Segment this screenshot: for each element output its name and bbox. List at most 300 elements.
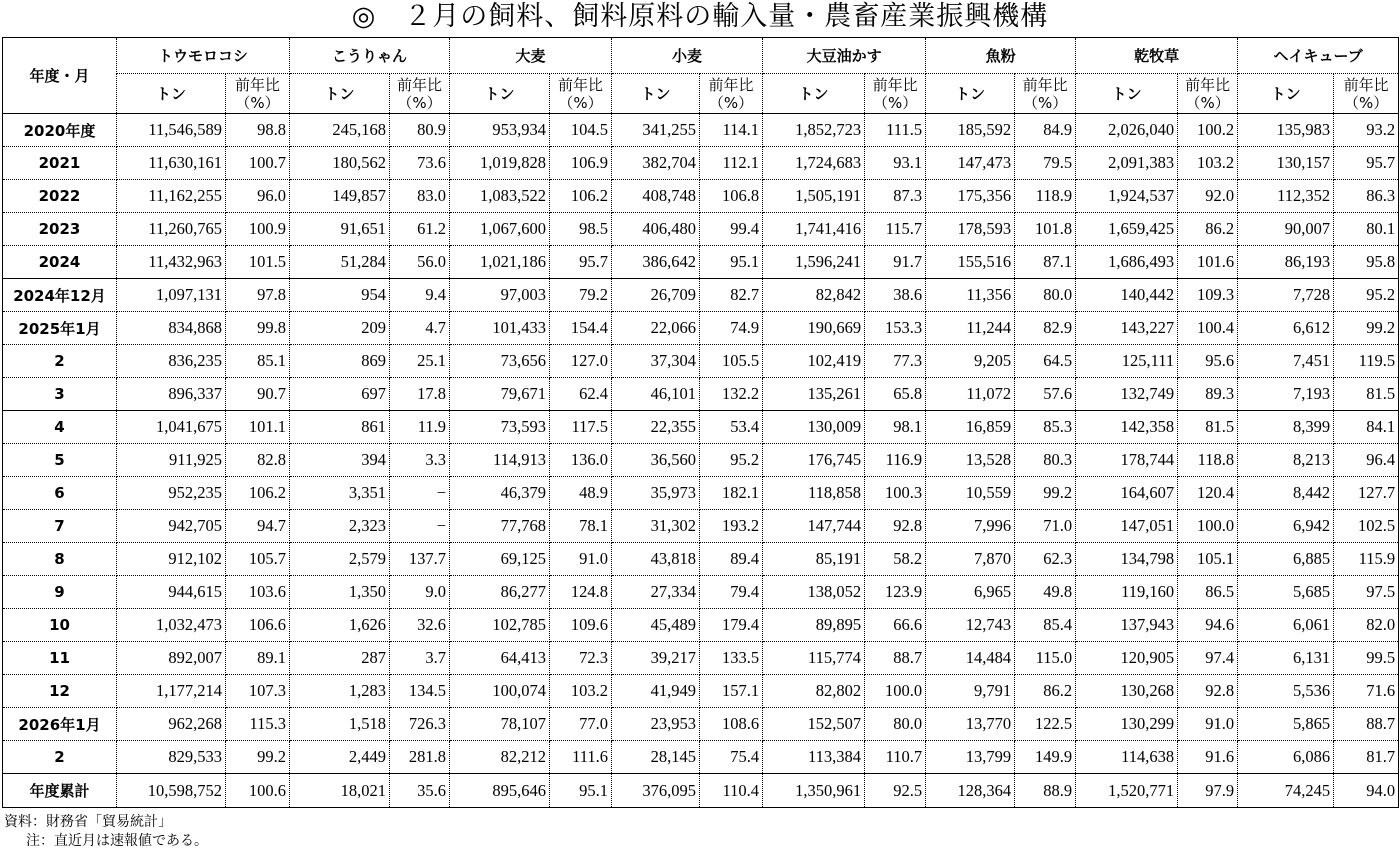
tonnage-cell: 895,646 bbox=[450, 774, 550, 808]
tonnage-cell: 64,413 bbox=[450, 642, 550, 675]
import-volume-table bbox=[2, 37, 1399, 808]
tonnage-cell: 155,516 bbox=[926, 246, 1015, 279]
tonnage-cell: 9,205 bbox=[926, 345, 1015, 378]
table-row bbox=[3, 411, 1399, 444]
tonnage-cell: 892,007 bbox=[117, 642, 226, 675]
yoy-ratio-cell: 100.0 bbox=[865, 675, 926, 708]
tonnage-cell: 1,852,723 bbox=[763, 114, 865, 147]
yoy-ratio-cell: 127.0 bbox=[550, 345, 612, 378]
tonnage-cell: 114,638 bbox=[1076, 741, 1178, 774]
yoy-ratio-cell: 98.5 bbox=[550, 213, 612, 246]
tonnage-cell: 836,235 bbox=[117, 345, 226, 378]
table-row bbox=[3, 312, 1399, 345]
yoy-ratio-cell: 90.7 bbox=[226, 378, 290, 411]
yoy-ratio-header: 前年比 （%） bbox=[550, 74, 612, 114]
yoy-ratio-cell: 281.8 bbox=[390, 741, 450, 774]
yoy-ratio-cell: 62.4 bbox=[550, 378, 612, 411]
tonnage-cell: 245,168 bbox=[290, 114, 390, 147]
tonnage-cell: 118,858 bbox=[763, 477, 865, 510]
yoy-ratio-cell: 89.4 bbox=[700, 543, 763, 576]
tonnage-cell: 140,442 bbox=[1076, 279, 1178, 312]
tonnage-cell: 6,942 bbox=[1238, 510, 1334, 543]
tonnage-cell: 6,086 bbox=[1238, 741, 1334, 774]
table-row bbox=[3, 114, 1399, 147]
yoy-ratio-cell: 99.2 bbox=[226, 741, 290, 774]
yoy-ratio-cell: 57.6 bbox=[1015, 378, 1076, 411]
yoy-ratio-cell: 95.7 bbox=[550, 246, 612, 279]
yoy-ratio-cell: 106.9 bbox=[550, 147, 612, 180]
commodity-header: こうりゃん bbox=[290, 38, 450, 74]
yoy-ratio-cell: 64.5 bbox=[1015, 345, 1076, 378]
yoy-ratio-cell: 94.7 bbox=[226, 510, 290, 543]
tonnage-cell: 86,277 bbox=[450, 576, 550, 609]
tonnage-cell: 51,284 bbox=[290, 246, 390, 279]
yoy-ratio-cell: 154.4 bbox=[550, 312, 612, 345]
tonnage-cell: 89,895 bbox=[763, 609, 865, 642]
tonnage-cell: 23,953 bbox=[612, 708, 700, 741]
tonnage-cell: 962,268 bbox=[117, 708, 226, 741]
tonnage-cell: 408,748 bbox=[612, 180, 700, 213]
period-label: 2020年度 bbox=[3, 114, 117, 147]
tonnage-cell: 1,021,186 bbox=[450, 246, 550, 279]
tonnage-cell: 861 bbox=[290, 411, 390, 444]
table-row bbox=[3, 279, 1399, 312]
yoy-ratio-cell: 92.0 bbox=[1178, 180, 1238, 213]
tonnage-cell: 1,083,522 bbox=[450, 180, 550, 213]
tonnage-cell: 6,885 bbox=[1238, 543, 1334, 576]
period-label: 2026年1月 bbox=[3, 708, 117, 741]
tonnage-cell: 78,107 bbox=[450, 708, 550, 741]
yoy-ratio-cell: 80.3 bbox=[1015, 444, 1076, 477]
period-label: 2024年12月 bbox=[3, 279, 117, 312]
yoy-ratio-cell: 35.6 bbox=[390, 774, 450, 808]
tonnage-cell: 149,857 bbox=[290, 180, 390, 213]
yoy-ratio-cell: 77.0 bbox=[550, 708, 612, 741]
period-label: 8 bbox=[3, 543, 117, 576]
tonnage-cell: 130,157 bbox=[1238, 147, 1334, 180]
tonnage-cell: 175,356 bbox=[926, 180, 1015, 213]
provisional-note: 注：直近月は速報値である。 bbox=[26, 833, 208, 849]
tonnage-cell: 1,741,416 bbox=[763, 213, 865, 246]
table-row bbox=[3, 246, 1399, 279]
yoy-ratio-cell: 80.0 bbox=[865, 708, 926, 741]
tonnage-cell: 942,705 bbox=[117, 510, 226, 543]
tonnage-cell: 176,745 bbox=[763, 444, 865, 477]
commodity-header: 大豆油かす bbox=[763, 38, 926, 74]
period-label: 10 bbox=[3, 609, 117, 642]
tonnage-cell: 119,160 bbox=[1076, 576, 1178, 609]
tonnage-cell: 178,744 bbox=[1076, 444, 1178, 477]
tonnage-cell: 22,066 bbox=[612, 312, 700, 345]
tonnage-cell: 73,593 bbox=[450, 411, 550, 444]
table-row bbox=[3, 378, 1399, 411]
yoy-ratio-cell: 116.9 bbox=[865, 444, 926, 477]
footnotes bbox=[4, 813, 208, 851]
yoy-ratio-cell: 92.8 bbox=[1178, 675, 1238, 708]
table-row bbox=[3, 345, 1399, 378]
yoy-ratio-cell: 103.2 bbox=[1178, 147, 1238, 180]
tonnage-cell: 74,245 bbox=[1238, 774, 1334, 808]
unit-ton-header: トン bbox=[450, 74, 550, 114]
tonnage-cell: 954 bbox=[290, 279, 390, 312]
yoy-ratio-cell: 96.4 bbox=[1334, 444, 1399, 477]
unit-ton-header: トン bbox=[1238, 74, 1334, 114]
table-row bbox=[3, 609, 1399, 642]
yoy-ratio-cell: 95.2 bbox=[1334, 279, 1399, 312]
tonnage-cell: 7,193 bbox=[1238, 378, 1334, 411]
table-row bbox=[3, 576, 1399, 609]
tonnage-cell: 7,870 bbox=[926, 543, 1015, 576]
yoy-ratio-cell: 94.6 bbox=[1178, 609, 1238, 642]
yoy-ratio-cell: 88.7 bbox=[865, 642, 926, 675]
tonnage-cell: 137,943 bbox=[1076, 609, 1178, 642]
tonnage-cell: 91,651 bbox=[290, 213, 390, 246]
yoy-ratio-cell: 109.6 bbox=[550, 609, 612, 642]
yoy-ratio-cell: 137.7 bbox=[390, 543, 450, 576]
tonnage-cell: 113,384 bbox=[763, 741, 865, 774]
tonnage-cell: 1,177,214 bbox=[117, 675, 226, 708]
tonnage-cell: 953,934 bbox=[450, 114, 550, 147]
yoy-ratio-cell: 111.6 bbox=[550, 741, 612, 774]
yoy-ratio-cell: 136.0 bbox=[550, 444, 612, 477]
tonnage-cell: 12,743 bbox=[926, 609, 1015, 642]
period-label: 年度累計 bbox=[3, 774, 117, 808]
period-label: 4 bbox=[3, 411, 117, 444]
yoy-ratio-cell: 106.2 bbox=[550, 180, 612, 213]
yoy-ratio-cell: 115.3 bbox=[226, 708, 290, 741]
tonnage-cell: 8,213 bbox=[1238, 444, 1334, 477]
commodity-header: 大麦 bbox=[450, 38, 612, 74]
table-row bbox=[3, 708, 1399, 741]
commodity-header: ヘイキューブ bbox=[1238, 38, 1399, 74]
tonnage-cell: 130,299 bbox=[1076, 708, 1178, 741]
tonnage-cell: 911,925 bbox=[117, 444, 226, 477]
tonnage-cell: 394 bbox=[290, 444, 390, 477]
tonnage-cell: 130,268 bbox=[1076, 675, 1178, 708]
tonnage-cell: 82,212 bbox=[450, 741, 550, 774]
yoy-ratio-cell: 82.9 bbox=[1015, 312, 1076, 345]
tonnage-cell: 7,996 bbox=[926, 510, 1015, 543]
yoy-ratio-cell: 100.7 bbox=[226, 147, 290, 180]
tonnage-cell: 86,193 bbox=[1238, 246, 1334, 279]
yoy-ratio-cell: 48.9 bbox=[550, 477, 612, 510]
tonnage-cell: 896,337 bbox=[117, 378, 226, 411]
tonnage-cell: 147,744 bbox=[763, 510, 865, 543]
yoy-ratio-cell: 88.9 bbox=[1015, 774, 1076, 808]
yoy-ratio-cell: 94.0 bbox=[1334, 774, 1399, 808]
tonnage-cell: 11,244 bbox=[926, 312, 1015, 345]
yoy-ratio-cell: 86.2 bbox=[1015, 675, 1076, 708]
yoy-ratio-cell: 58.2 bbox=[865, 543, 926, 576]
tonnage-cell: 1,041,675 bbox=[117, 411, 226, 444]
yoy-ratio-cell: 101.6 bbox=[1178, 246, 1238, 279]
yoy-ratio-cell: 3.7 bbox=[390, 642, 450, 675]
tonnage-cell: 697 bbox=[290, 378, 390, 411]
yoy-ratio-header: 前年比 （%） bbox=[865, 74, 926, 114]
yoy-ratio-cell: 133.5 bbox=[700, 642, 763, 675]
tonnage-cell: 386,642 bbox=[612, 246, 700, 279]
tonnage-cell: 209 bbox=[290, 312, 390, 345]
yoy-ratio-cell: 153.3 bbox=[865, 312, 926, 345]
yoy-ratio-cell: 79.4 bbox=[700, 576, 763, 609]
commodity-header: トウモロコシ bbox=[117, 38, 290, 74]
table-row bbox=[3, 180, 1399, 213]
tonnage-cell: 73,656 bbox=[450, 345, 550, 378]
tonnage-cell: 1,686,493 bbox=[1076, 246, 1178, 279]
yoy-ratio-cell: 96.0 bbox=[226, 180, 290, 213]
yoy-ratio-cell: 106.6 bbox=[226, 609, 290, 642]
yoy-ratio-cell: 95.7 bbox=[1334, 147, 1399, 180]
tonnage-cell: 37,304 bbox=[612, 345, 700, 378]
yoy-ratio-cell: 95.8 bbox=[1334, 246, 1399, 279]
tonnage-cell: 1,924,537 bbox=[1076, 180, 1178, 213]
yoy-ratio-cell: 95.1 bbox=[550, 774, 612, 808]
tonnage-cell: 1,350,961 bbox=[763, 774, 865, 808]
yoy-ratio-cell: 118.9 bbox=[1015, 180, 1076, 213]
tonnage-cell: 31,302 bbox=[612, 510, 700, 543]
tonnage-cell: 1,626 bbox=[290, 609, 390, 642]
yoy-ratio-cell: 84.1 bbox=[1334, 411, 1399, 444]
tonnage-cell: 912,102 bbox=[117, 543, 226, 576]
yoy-ratio-cell: 111.5 bbox=[865, 114, 926, 147]
table-row bbox=[3, 213, 1399, 246]
yoy-ratio-cell: 115.0 bbox=[1015, 642, 1076, 675]
tonnage-cell: 142,358 bbox=[1076, 411, 1178, 444]
yoy-ratio-cell: 105.7 bbox=[226, 543, 290, 576]
tonnage-cell: 164,607 bbox=[1076, 477, 1178, 510]
tonnage-cell: 147,473 bbox=[926, 147, 1015, 180]
yoy-ratio-cell: 89.1 bbox=[226, 642, 290, 675]
yoy-ratio-cell: 79.5 bbox=[1015, 147, 1076, 180]
yoy-ratio-cell: 179.4 bbox=[700, 609, 763, 642]
tonnage-cell: 112,352 bbox=[1238, 180, 1334, 213]
yoy-ratio-cell: 99.2 bbox=[1015, 477, 1076, 510]
tonnage-cell: 1,724,683 bbox=[763, 147, 865, 180]
tonnage-cell: 13,528 bbox=[926, 444, 1015, 477]
yoy-ratio-cell: 97.5 bbox=[1334, 576, 1399, 609]
yoy-ratio-cell: 100.4 bbox=[1178, 312, 1238, 345]
tonnage-cell: 13,799 bbox=[926, 741, 1015, 774]
yoy-ratio-cell: − bbox=[390, 510, 450, 543]
yoy-ratio-cell: 71.0 bbox=[1015, 510, 1076, 543]
yoy-ratio-cell: 104.5 bbox=[550, 114, 612, 147]
yoy-ratio-cell: 65.8 bbox=[865, 378, 926, 411]
tonnage-cell: 46,379 bbox=[450, 477, 550, 510]
yoy-ratio-cell: 103.2 bbox=[550, 675, 612, 708]
yoy-ratio-cell: 91.6 bbox=[1178, 741, 1238, 774]
yoy-ratio-cell: 89.3 bbox=[1178, 378, 1238, 411]
yoy-ratio-cell: 85.4 bbox=[1015, 609, 1076, 642]
tonnage-cell: 26,709 bbox=[612, 279, 700, 312]
yoy-ratio-cell: 84.9 bbox=[1015, 114, 1076, 147]
period-label: 7 bbox=[3, 510, 117, 543]
page-title: ◎ ２月の飼料、飼料原料の輸入量・農畜産業振興機構 bbox=[351, 1, 1049, 32]
yoy-ratio-cell: 88.7 bbox=[1334, 708, 1399, 741]
yoy-ratio-header: 前年比 （%） bbox=[1015, 74, 1076, 114]
yoy-ratio-cell: 82.0 bbox=[1334, 609, 1399, 642]
tonnage-cell: 2,091,383 bbox=[1076, 147, 1178, 180]
tonnage-cell: 1,518 bbox=[290, 708, 390, 741]
yoy-ratio-cell: 105.1 bbox=[1178, 543, 1238, 576]
tonnage-cell: 132,749 bbox=[1076, 378, 1178, 411]
source-note: 資料：財務省「貿易統計」 bbox=[4, 814, 172, 830]
yoy-ratio-cell: 193.2 bbox=[700, 510, 763, 543]
yoy-ratio-cell: 101.1 bbox=[226, 411, 290, 444]
row-label-header: 年度・月 bbox=[3, 38, 117, 114]
yoy-ratio-cell: 9.0 bbox=[390, 576, 450, 609]
period-label: 9 bbox=[3, 576, 117, 609]
tonnage-cell: 125,111 bbox=[1076, 345, 1178, 378]
yoy-ratio-cell: 32.6 bbox=[390, 609, 450, 642]
tonnage-cell: 11,356 bbox=[926, 279, 1015, 312]
yoy-ratio-cell: 92.5 bbox=[865, 774, 926, 808]
tonnage-cell: 5,685 bbox=[1238, 576, 1334, 609]
yoy-ratio-cell: 97.8 bbox=[226, 279, 290, 312]
yoy-ratio-cell: 78.1 bbox=[550, 510, 612, 543]
yoy-ratio-cell: 149.9 bbox=[1015, 741, 1076, 774]
table-row bbox=[3, 741, 1399, 774]
yoy-ratio-header: 前年比 （%） bbox=[226, 74, 290, 114]
tonnage-cell: 382,704 bbox=[612, 147, 700, 180]
tonnage-cell: 1,032,473 bbox=[117, 609, 226, 642]
yoy-ratio-cell: 81.5 bbox=[1178, 411, 1238, 444]
period-label: 2025年1月 bbox=[3, 312, 117, 345]
tonnage-cell: 1,097,131 bbox=[117, 279, 226, 312]
yoy-ratio-cell: 98.1 bbox=[865, 411, 926, 444]
tonnage-cell: 11,630,161 bbox=[117, 147, 226, 180]
tonnage-cell: 147,051 bbox=[1076, 510, 1178, 543]
yoy-ratio-cell: 81.7 bbox=[1334, 741, 1399, 774]
yoy-ratio-header: 前年比 （%） bbox=[1334, 74, 1399, 114]
tonnage-cell: 180,562 bbox=[290, 147, 390, 180]
unit-ton-header: トン bbox=[290, 74, 390, 114]
tonnage-cell: 2,449 bbox=[290, 741, 390, 774]
yoy-ratio-cell: 726.3 bbox=[390, 708, 450, 741]
yoy-ratio-cell: 99.8 bbox=[226, 312, 290, 345]
yoy-ratio-cell: 93.2 bbox=[1334, 114, 1399, 147]
yoy-ratio-cell: 123.9 bbox=[865, 576, 926, 609]
yoy-ratio-cell: 91.0 bbox=[550, 543, 612, 576]
yoy-ratio-cell: 99.2 bbox=[1334, 312, 1399, 345]
tonnage-cell: 35,973 bbox=[612, 477, 700, 510]
yoy-ratio-cell: 115.9 bbox=[1334, 543, 1399, 576]
unit-ton-header: トン bbox=[612, 74, 700, 114]
yoy-ratio-cell: 81.5 bbox=[1334, 378, 1399, 411]
yoy-ratio-cell: 38.6 bbox=[865, 279, 926, 312]
yoy-ratio-cell: 49.8 bbox=[1015, 576, 1076, 609]
tonnage-cell: 115,774 bbox=[763, 642, 865, 675]
tonnage-cell: 18,021 bbox=[290, 774, 390, 808]
yoy-ratio-cell: 115.7 bbox=[865, 213, 926, 246]
tonnage-cell: 69,125 bbox=[450, 543, 550, 576]
yoy-ratio-cell: 80.1 bbox=[1334, 213, 1399, 246]
tonnage-cell: 22,355 bbox=[612, 411, 700, 444]
yoy-ratio-cell: 112.1 bbox=[700, 147, 763, 180]
yoy-ratio-cell: 101.8 bbox=[1015, 213, 1076, 246]
yoy-ratio-cell: 9.4 bbox=[390, 279, 450, 312]
tonnage-cell: 7,451 bbox=[1238, 345, 1334, 378]
tonnage-cell: 97,003 bbox=[450, 279, 550, 312]
period-label: 2 bbox=[3, 345, 117, 378]
yoy-ratio-cell: 85.1 bbox=[226, 345, 290, 378]
tonnage-cell: 6,061 bbox=[1238, 609, 1334, 642]
tonnage-cell: 10,559 bbox=[926, 477, 1015, 510]
yoy-ratio-cell: 132.2 bbox=[700, 378, 763, 411]
yoy-ratio-cell: 73.6 bbox=[390, 147, 450, 180]
yoy-ratio-cell: 105.5 bbox=[700, 345, 763, 378]
tonnage-cell: 1,659,425 bbox=[1076, 213, 1178, 246]
tonnage-cell: 135,983 bbox=[1238, 114, 1334, 147]
tonnage-cell: 79,671 bbox=[450, 378, 550, 411]
table-row bbox=[3, 774, 1399, 808]
yoy-ratio-cell: 118.8 bbox=[1178, 444, 1238, 477]
table-row bbox=[3, 675, 1399, 708]
tonnage-cell: 14,484 bbox=[926, 642, 1015, 675]
tonnage-cell: 9,791 bbox=[926, 675, 1015, 708]
tonnage-cell: 11,162,255 bbox=[117, 180, 226, 213]
tonnage-cell: 11,546,589 bbox=[117, 114, 226, 147]
yoy-ratio-cell: 95.6 bbox=[1178, 345, 1238, 378]
yoy-ratio-cell: 122.5 bbox=[1015, 708, 1076, 741]
yoy-ratio-cell: 97.4 bbox=[1178, 642, 1238, 675]
tonnage-cell: 16,859 bbox=[926, 411, 1015, 444]
table-row bbox=[3, 444, 1399, 477]
period-label: 12 bbox=[3, 675, 117, 708]
yoy-ratio-header: 前年比 （%） bbox=[700, 74, 763, 114]
tonnage-cell: 102,419 bbox=[763, 345, 865, 378]
table-row bbox=[3, 147, 1399, 180]
tonnage-cell: 1,350 bbox=[290, 576, 390, 609]
yoy-ratio-cell: 80.9 bbox=[390, 114, 450, 147]
yoy-ratio-cell: 124.8 bbox=[550, 576, 612, 609]
yoy-ratio-cell: 62.3 bbox=[1015, 543, 1076, 576]
yoy-ratio-cell: 95.1 bbox=[700, 246, 763, 279]
yoy-ratio-cell: 108.6 bbox=[700, 708, 763, 741]
yoy-ratio-cell: 106.2 bbox=[226, 477, 290, 510]
tonnage-cell: 287 bbox=[290, 642, 390, 675]
yoy-ratio-cell: 25.1 bbox=[390, 345, 450, 378]
unit-ton-header: トン bbox=[763, 74, 865, 114]
yoy-ratio-cell: 80.0 bbox=[1015, 279, 1076, 312]
yoy-ratio-cell: 61.2 bbox=[390, 213, 450, 246]
yoy-ratio-cell: 77.3 bbox=[865, 345, 926, 378]
yoy-ratio-cell: 114.1 bbox=[700, 114, 763, 147]
yoy-ratio-cell: 56.0 bbox=[390, 246, 450, 279]
tonnage-cell: 190,669 bbox=[763, 312, 865, 345]
tonnage-cell: 1,283 bbox=[290, 675, 390, 708]
yoy-ratio-cell: 99.5 bbox=[1334, 642, 1399, 675]
yoy-ratio-cell: 157.1 bbox=[700, 675, 763, 708]
tonnage-cell: 178,593 bbox=[926, 213, 1015, 246]
yoy-ratio-cell: 107.3 bbox=[226, 675, 290, 708]
tonnage-cell: 6,965 bbox=[926, 576, 1015, 609]
tonnage-cell: 130,009 bbox=[763, 411, 865, 444]
tonnage-cell: 36,560 bbox=[612, 444, 700, 477]
tonnage-cell: 1,505,191 bbox=[763, 180, 865, 213]
yoy-ratio-header: 前年比 （%） bbox=[1178, 74, 1238, 114]
tonnage-cell: 43,818 bbox=[612, 543, 700, 576]
tonnage-cell: 11,072 bbox=[926, 378, 1015, 411]
tonnage-cell: 2,026,040 bbox=[1076, 114, 1178, 147]
yoy-ratio-cell: 95.2 bbox=[700, 444, 763, 477]
tonnage-cell: 1,067,600 bbox=[450, 213, 550, 246]
yoy-ratio-cell: 72.3 bbox=[550, 642, 612, 675]
tonnage-cell: 143,227 bbox=[1076, 312, 1178, 345]
yoy-ratio-cell: 106.8 bbox=[700, 180, 763, 213]
yoy-ratio-cell: 91.0 bbox=[1178, 708, 1238, 741]
yoy-ratio-cell: 11.9 bbox=[390, 411, 450, 444]
tonnage-cell: 3,351 bbox=[290, 477, 390, 510]
